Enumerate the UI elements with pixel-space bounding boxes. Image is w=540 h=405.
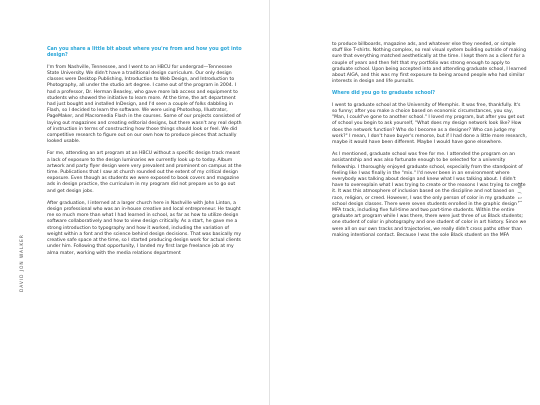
right-text-column (332, 42, 527, 245)
answer-paragraph: to produce billboards, magazine ads, and whatever else they needed, or simple stuff like T-shirts. Nothing complex, no real visual system building outside of making sure that everything matched aesthetically at the time. I kept them as a client for a couple of years and then felt that my portfolio was strong enough to apply to graduate school. Upon being accepted into and attending graduate school, I learned about AIGA, and this was my first exposure to being around people who had similar interests in design and life pursuits. (332, 42, 527, 85)
answer-paragraph: After graduation, I interned at a larger church here in Nashville with John Linton, a design professional who was an in-house creative and local entrepreneur. He taught me so much more than what I had learned in school, as far as how to utilize design software collaboratively and how to view design critically. As a start, he gave me a strong introduction to typography and how it worked, including the variation of weight within a font and the science behind design decisions. That was basically my creative safe space at the time, so I started producing design work for actual clients under him. Following that opportunity, I landed my first large freelance job at my alma mater, working with the media relations department (47, 200, 242, 256)
left-text-column (47, 47, 243, 263)
interview-question: Where did you go to graduate school? (332, 91, 436, 97)
page-folio: 10 / 11 (516, 182, 521, 205)
interview-question: Can you share a little bit about where you're from and how you got into design? (47, 47, 242, 59)
answer-paragraph: For me, attending an art program at an HBCU without a specific design track meant a lack of exposure to the design luminaries we currently look up to today. Album artwork and party flyer design were very prevalent and prominent on campus at the time. Publications that I saw at church rounded out the extent of my critical design exposure. Even though as students we were exposed to book covers and magazine ads in design practice, the curriculum in my program did not prepare us to go out and get design jobs. (47, 151, 242, 194)
answer-paragraph: I'm from Nashville, Tennessee, and I went to an HBCU for undergrad—Tennessee State University. We didn't have a traditional design curriculum. Our only design classes were Desktop Publishing, Introduction to Web Design, and Introduction to Photography, all under the studio art degree. I came out of the program in 2004. I had a professor, Dr. Herman Beasley, who gave more lab access and equipment to students who showed the initiative to learn more. At the time, the art department had just bought and installed InDesign, and I'd seen a couple of folks dabbling in Flash, so I decided to learn the software. We were using Photoshop, Illustrator, PageMaker, and Macromedia Flash in the courses. Some of our projects consisted of laying out magazines and creating editorial designs, but there wasn't any real depth of instruction in terms of constructing how those things should look or feel. We did competitive research to figure out on our own how to produce pieces that actually looked usable. (47, 64, 242, 145)
answer-paragraph: I went to graduate school at the University of Memphis. It was free, thankfully. It's so funny; after you make a choice based on economic circumstances, you say, "Man, I could've gone to another school." I loved my program, but after you get out of school you begin to ask yourself, "What does my design network look like? How does the network function? Who do I become as a designer? Who can judge my work?" I mean, I don't have buyer's remorse, but if I had done a little more research, maybe it would have been different. Maybe I would have gone elsewhere. (332, 102, 527, 146)
right-page (270, 0, 540, 405)
answer-paragraph: As I mentioned, graduate school was free for me. I attended the program on an assistantship and was also fortunate enough to be selected for a university fellowship. I thoroughly enjoyed graduate school, especially from the standpoint of feeling like I was finally in the "mix." I'd never been in an environment where everybody was talking about design and knew what I was talking about. I didn't have to overexplain what I was trying to create or the reasons I was trying to create it. It was this atmosphere of inclusion based on the discipline and not based on race, religion, or creed. However, I was the only person of color in my graduate school design classes. There were seven students enrolled in the graphic design MFA track, including five full-time and two part-time students. Within the entire graduate art program while I was there, there were just three of us Black students; one student of color in photography and one student of color in art history. Since we were all on our own tracks and trajectories, we really didn't cross paths other than making intentional contact. Because I was the sole Black student on the MFA (332, 152, 527, 238)
running-head: DAVID JON WALKER (20, 234, 25, 292)
left-page (0, 0, 269, 405)
